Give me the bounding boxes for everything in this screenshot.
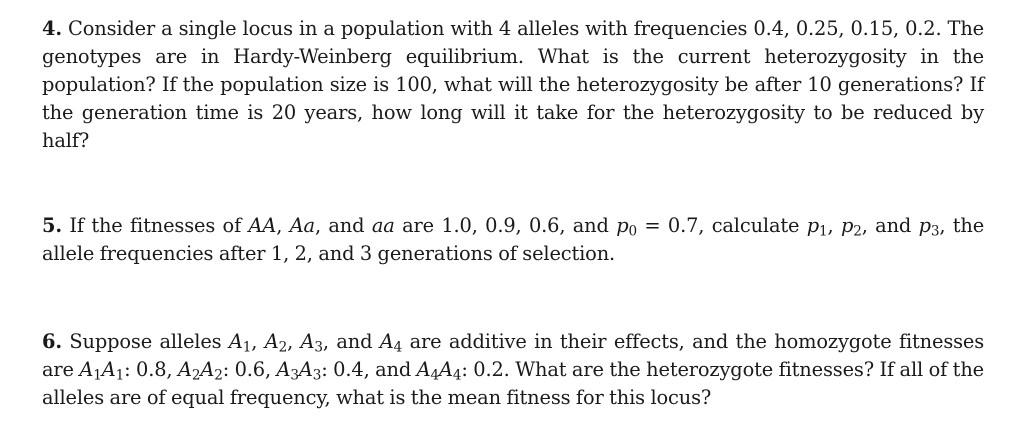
subscript: 3 — [930, 223, 940, 240]
problem-5 — [42, 212, 984, 268]
text-segment: Suppose alleles — [69, 330, 222, 353]
genotype-aa: aa — [371, 214, 395, 237]
text-segment: , and — [861, 214, 912, 237]
text-segment: , and — [322, 330, 373, 353]
allele-symbol: A — [200, 358, 215, 381]
subscript: 1 — [93, 367, 102, 384]
p-symbol: p — [840, 214, 854, 237]
text-segment: , — [276, 214, 283, 237]
subscript: 1 — [819, 223, 828, 240]
subscript: 4 — [393, 339, 403, 356]
allele-symbol: A — [300, 330, 315, 353]
subscript: 4 — [430, 367, 440, 384]
text-segment: are additive in their effects, and the homozygote fitnesses are — [42, 330, 985, 381]
problem-6 — [42, 328, 984, 412]
problem-number: 4. — [42, 17, 62, 40]
fitness-value: : 0.6, — [222, 358, 272, 381]
text-segment: If the fitnesses of — [69, 214, 242, 237]
subscript: 0 — [628, 223, 637, 240]
subscript: 2 — [191, 367, 201, 384]
fitness-value: : 0.4, and — [321, 358, 412, 381]
subscript: 3 — [314, 339, 323, 356]
text-segment: What are the heterozygote fitnesses? If all of the alleles are of equal frequency, what is the mean fitness for this locus? — [42, 358, 984, 409]
text-segment: are 1.0, 0.9, 0.6, and — [402, 214, 609, 237]
allele-symbol: A — [379, 330, 394, 353]
text-segment: , the allele frequencies after 1, 2, and 3 generations of selection. — [42, 214, 985, 265]
allele-symbol: A — [264, 330, 279, 353]
genotype-Aa: Aa — [289, 214, 315, 237]
allele-symbol: A — [416, 358, 431, 381]
subscript: 3 — [312, 367, 322, 384]
text-segment: , — [287, 330, 294, 353]
subscript: 2 — [278, 339, 288, 356]
text-segment: , — [827, 214, 834, 237]
subscript: 1 — [242, 339, 252, 356]
problem-text: Consider a single locus in a population with 4 alleles with frequencies 0.4, 0.25, 0.15, 0.2. The genotypes are in Hardy-Weinberg equilibrium. What is the current heterozygosity in the population? If the population size is 100, what will the heterozygosity be after 10 generations? If the generation time is 20 years, how long will it take for the heterozygosity to be reduced by half? — [42, 17, 985, 152]
subscript: 3 — [290, 367, 299, 384]
genotype-AA: AA — [248, 214, 277, 237]
allele-symbol: A — [79, 358, 94, 381]
p-symbol: p — [616, 214, 629, 237]
fitness-value: : 0.2. — [461, 358, 510, 381]
text-segment: , and — [314, 214, 365, 237]
subscript: 4 — [452, 367, 462, 384]
allele-symbol: A — [228, 330, 243, 353]
subscript: 2 — [853, 223, 862, 240]
text-segment: , — [251, 330, 258, 353]
problem-number: 5. — [42, 214, 62, 237]
allele-symbol: A — [298, 358, 313, 381]
allele-symbol: A — [276, 358, 291, 381]
fitness-value: : 0.8, — [124, 358, 173, 381]
problem-number: 6. — [42, 330, 62, 353]
subscript: 2 — [214, 367, 223, 384]
p-symbol: p — [918, 214, 931, 237]
allele-symbol: A — [101, 358, 116, 381]
p-symbol: p — [806, 214, 820, 237]
subscript: 1 — [115, 367, 125, 384]
allele-symbol: A — [177, 358, 192, 381]
text-segment: = 0.7, calculate — [644, 214, 800, 237]
problem-4 — [42, 15, 984, 155]
allele-symbol: A — [439, 358, 453, 381]
